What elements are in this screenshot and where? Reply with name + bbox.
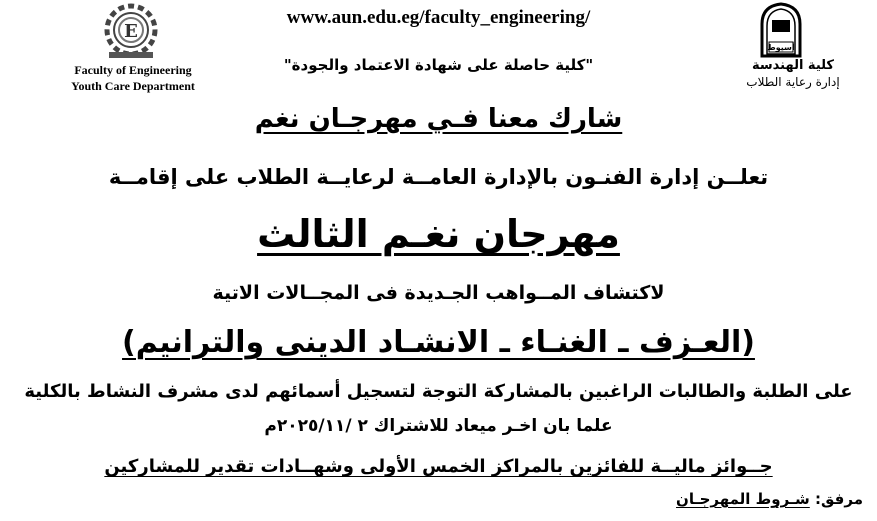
discover-line: لاكتشاف المــواهب الجـديدة فى المجــالات الاتية: [212, 282, 665, 304]
invitation-line: على الطلبة والطالبات الراغبين بالمشاركة التوجة لتسجيل أسمائهم لدى مشرف النشاط بالكلية: [24, 381, 853, 402]
logo-letter: E: [124, 21, 138, 42]
attachment-line: [676, 490, 863, 508]
logo-text: أسيوط: [767, 43, 795, 52]
fields-line: (العـزف ـ الغنـاء ـ الانشـاد الدينى والترانيم): [122, 325, 755, 360]
page-title: شارك معنا فـي مهرجـان نغم: [254, 104, 623, 134]
prizes-line: جــوائز ماليــة للفائزين بالمراكز الخمس الأولى وشهــادات تقدير للمشاركين: [104, 456, 773, 477]
department-name-ar: إدارة رعاية الطلاب: [746, 75, 840, 89]
festival-name: مهرجان نغـم الثالث: [257, 212, 620, 256]
accreditation-text: "كلية حاصلة على شهادة الاعتماد والجودة": [283, 56, 594, 74]
faculty-name-ar: كلية الهندسة: [752, 58, 834, 73]
attachment-value: شـروط المهرجـان: [676, 490, 810, 508]
announcement-line: تعلــن إدارة الفنـون بالإدارة العامــة لرعايــة الطلاب على إقامــة: [108, 165, 769, 189]
faculty-name: Faculty of Engineering: [74, 63, 192, 77]
deadline-line: علما بان اخـر ميعاد للاشتراك ٢ /٢٠٢٥/١١م: [264, 416, 613, 436]
faculty-name-arabic: [723, 58, 863, 90]
faculty-url[interactable]: www.aun.edu.eg/faculty_engineering/: [286, 7, 591, 28]
faculty-name-english: [52, 62, 214, 94]
department-name: Youth Care Department: [71, 79, 195, 93]
attachment-label: مرفق:: [815, 490, 863, 508]
